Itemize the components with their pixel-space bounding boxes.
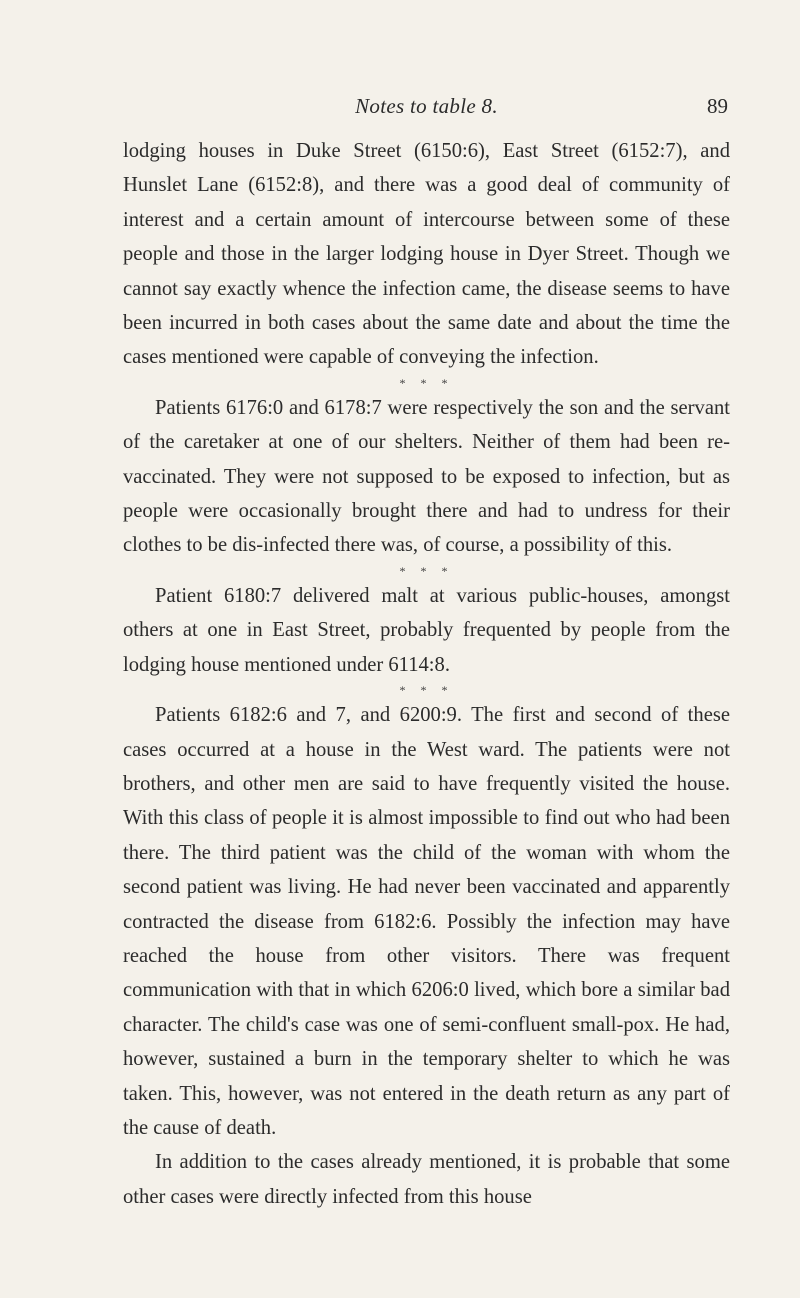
body-text <box>123 134 730 1214</box>
page-number: 89 <box>707 94 728 118</box>
paragraph-1: lodging houses in Duke Street (6150:6), East Street (6152:7), and Hunslet Lane (6152:8), and there was a good deal of community of interest and a certain amount of intercourse between some of these people and those in the larger lodging house in Dyer Street. Though we cannot say exactly whence the infection came, the disease seems to have been incurred in both cases about the same date and about the time the cases mentioned were capable of conveying the infection. <box>123 140 730 369</box>
page-header <box>123 94 730 128</box>
section-separator: * * * <box>399 375 454 390</box>
section-separator: * * * <box>399 563 454 578</box>
running-title: Notes to table 8. <box>355 94 498 118</box>
paragraph-4: Patients 6182:6 and 7, and 6200:9. The first and second of these cases occurred at a house in the West ward. The patients were not brothers, and other men are said to have frequently visited the house. With this class of people it is almost impossible to find out who had been there. The third patient was the child of the woman with whom the second patient was living. He had never been vaccinated and apparently contracted the disease from 6182:6. Possibly the infection may have reached the house from other visitors. There was frequent communication with that in which 6206:0 lived, which bore a similar bad character. The child's case was one of semi-confluent small-pox. He had, however, sustained a burn in the temporary shelter to which he was taken. This, however, was not entered in the death return as any part of the cause of death. <box>123 704 730 1139</box>
section-separator: * * * <box>399 683 454 698</box>
paragraph-2: Patients 6176:0 and 6178:7 were respectively the son and the servant of the caretaker at one of our shelters. Neither of them had been re-vaccinated. They were not supposed to be exposed to infection, but as people were occasionally brought there and had to undress for their clothes to be dis-infected there was, of course, a possibility of this. <box>123 396 730 557</box>
paragraph-3: Patient 6180:7 delivered malt at various public-houses, amongst others at one in East Street, probably frequented by people from the lodging house mentioned under 6114:8. <box>123 584 730 676</box>
paragraph-5: In addition to the cases already mentioned, it is probable that some other cases were directly infected from this house <box>123 1151 730 1208</box>
